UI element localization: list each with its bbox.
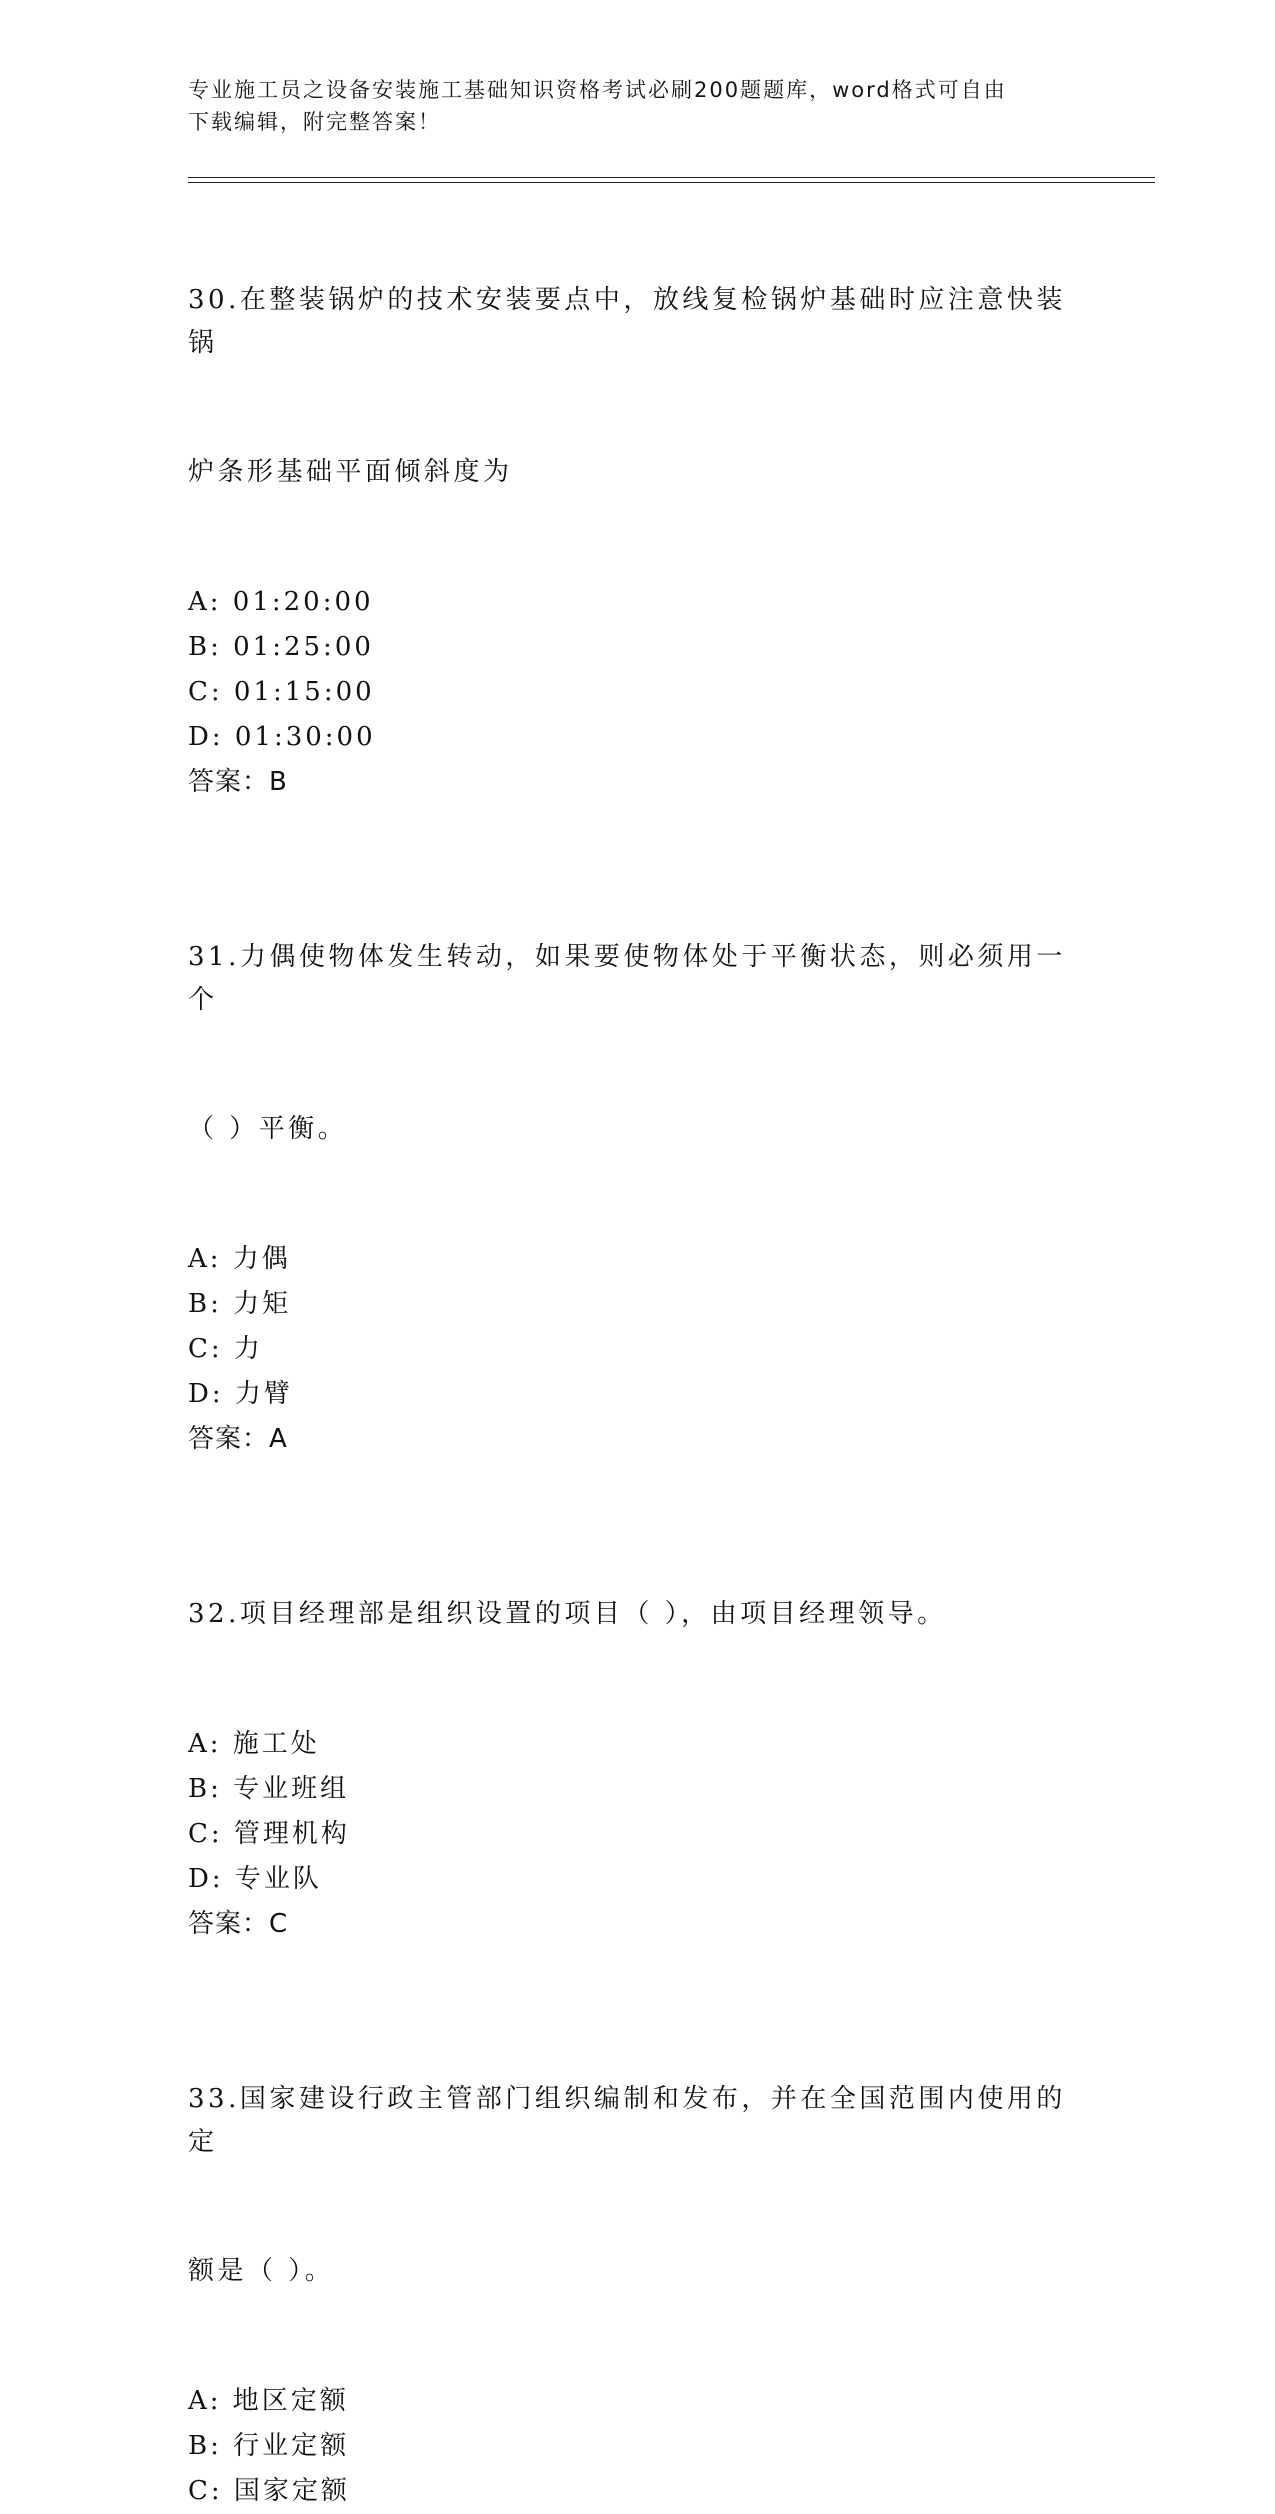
option-c: C: 管理机构	[188, 1819, 350, 1849]
answer-line: 答案：B	[188, 767, 288, 797]
question-31	[188, 850, 1088, 1462]
question-stem	[188, 1992, 1088, 2379]
question-stem	[188, 193, 1088, 580]
question-30	[188, 193, 1088, 805]
question-stem-line: 31.力偶使物体发生转动，如果要使物体处于平衡状态，则必须用一个	[188, 942, 1066, 1015]
spacer	[188, 1462, 1088, 1507]
question-stem-line: 30.在整装锅炉的技术安装要点中，放线复检锅炉基础时应注意快装锅	[188, 285, 1066, 358]
option-d: D: 01:30:00	[188, 722, 376, 752]
answer-line: 答案：C	[188, 1909, 289, 1939]
option-b: B: 01:25:00	[188, 632, 374, 662]
option-b: B: 力矩	[188, 1289, 292, 1319]
question-list	[188, 193, 1088, 2514]
question-stem	[188, 850, 1088, 1237]
option-a: A: 地区定额	[188, 2386, 349, 2416]
spacer	[188, 1947, 1088, 1992]
option-a: A: 力偶	[188, 1244, 291, 1274]
option-a: A: 施工处	[188, 1729, 320, 1759]
header-rule-bottom	[188, 182, 1155, 183]
document-header	[188, 74, 1068, 138]
option-c: C: 01:15:00	[188, 677, 375, 707]
question-stem-line: 33.国家建设行政主管部门组织编制和发布，并在全国范围内使用的定	[188, 2084, 1066, 2157]
answer-line: 答案：A	[188, 1424, 288, 1454]
option-b: B: 行业定额	[188, 2431, 350, 2461]
option-c: C: 力	[188, 1334, 263, 1364]
question-32	[188, 1507, 1088, 1947]
header-rule-top	[188, 177, 1155, 178]
question-stem-line: （ ）平衡。	[188, 1114, 348, 1144]
option-c: C: 国家定额	[188, 2476, 350, 2506]
question-33	[188, 1992, 1088, 2514]
spacer	[188, 805, 1088, 850]
question-stem-line: 额是（ ）。	[188, 2256, 335, 2286]
option-b: B: 专业班组	[188, 1774, 350, 1804]
option-d: D: 力臂	[188, 1379, 293, 1409]
option-a: A: 01:20:00	[188, 587, 374, 617]
header-line-2: 下载编辑，附完整答案！	[188, 110, 441, 134]
question-stem-line: 炉条形基础平面倾斜度为	[188, 457, 513, 487]
question-stem	[188, 1507, 1088, 1722]
header-line-1: 专业施工员之设备安装施工基础知识资格考试必刷200题题库，word格式可自由	[188, 78, 1007, 102]
option-d: D: 专业队	[188, 1864, 322, 1894]
question-stem-line: 32.项目经理部是组织设置的项目（ ），由项目经理领导。	[188, 1599, 947, 1629]
